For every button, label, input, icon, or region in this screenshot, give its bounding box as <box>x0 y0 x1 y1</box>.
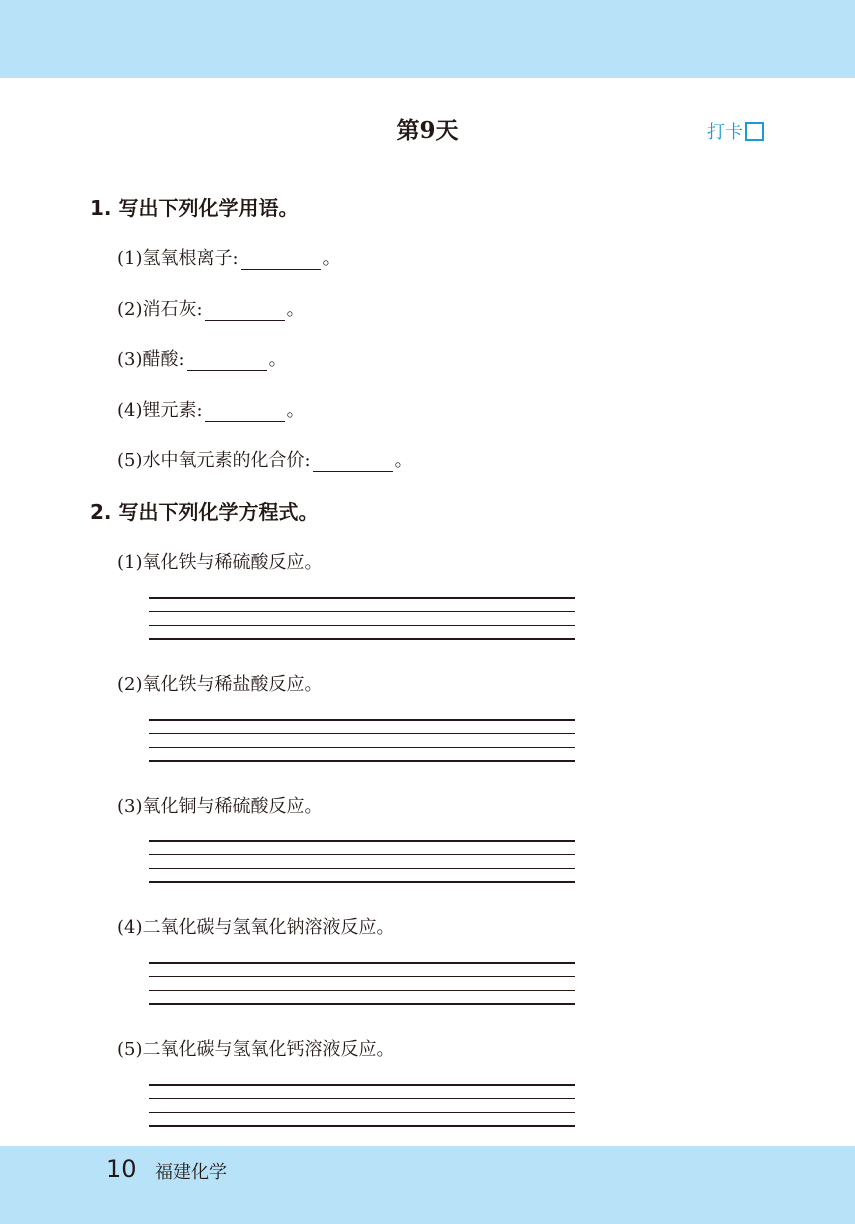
q1-item-3-end: 。 <box>268 349 287 370</box>
book-title: 福建化学 <box>155 1162 227 1183</box>
checkin-label: 打卡 <box>707 122 743 143</box>
answer-blank[interactable] <box>205 403 285 422</box>
page-title: 第9天 <box>396 117 459 144</box>
q2-item-4: (4)二氧化碳与氢氧化钠溶液反应。 <box>117 917 395 938</box>
checkin-control[interactable] <box>707 118 764 144</box>
answer-writing-lines[interactable] <box>149 840 575 884</box>
answer-writing-lines[interactable] <box>149 597 575 641</box>
q1-item-5 <box>117 446 413 472</box>
answer-writing-lines[interactable] <box>149 962 575 1006</box>
answer-blank[interactable] <box>187 352 267 371</box>
q2-item-1: (1)氧化铁与稀硫酸反应。 <box>117 552 323 573</box>
q2-item-5: (5)二氧化碳与氢氧化钙溶液反应。 <box>117 1039 395 1060</box>
q1-item-1-label: (1)氢氧根离子: <box>117 248 239 269</box>
q1-item-3-label: (3)醋酸: <box>117 349 185 370</box>
answer-blank[interactable] <box>205 302 285 321</box>
q2-item-2: (2)氧化铁与稀盐酸反应。 <box>117 674 323 695</box>
answer-writing-lines[interactable] <box>149 1084 575 1128</box>
q1-item-3 <box>117 345 287 371</box>
question-2-heading: 2. 写出下列化学方程式。 <box>90 500 319 524</box>
answer-blank[interactable] <box>313 453 393 472</box>
q1-item-2 <box>117 295 305 321</box>
q1-item-5-label: (5)水中氧元素的化合价: <box>117 450 311 471</box>
q1-item-4-end: 。 <box>286 400 305 421</box>
q1-item-1 <box>117 244 341 270</box>
q1-item-2-label: (2)消石灰: <box>117 299 203 320</box>
page-number: 10 <box>106 1155 137 1183</box>
q1-item-4-label: (4)锂元素: <box>117 400 203 421</box>
question-1-heading: 1. 写出下列化学用语。 <box>90 196 299 220</box>
answer-blank[interactable] <box>241 251 321 270</box>
q2-item-3: (3)氧化铜与稀硫酸反应。 <box>117 796 323 817</box>
q1-item-5-end: 。 <box>394 450 413 471</box>
answer-writing-lines[interactable] <box>149 719 575 763</box>
header-band <box>0 0 855 78</box>
q1-item-1-end: 。 <box>322 248 341 269</box>
q1-item-2-end: 。 <box>286 299 305 320</box>
q1-item-4 <box>117 396 305 422</box>
checkbox-icon[interactable] <box>745 122 764 141</box>
